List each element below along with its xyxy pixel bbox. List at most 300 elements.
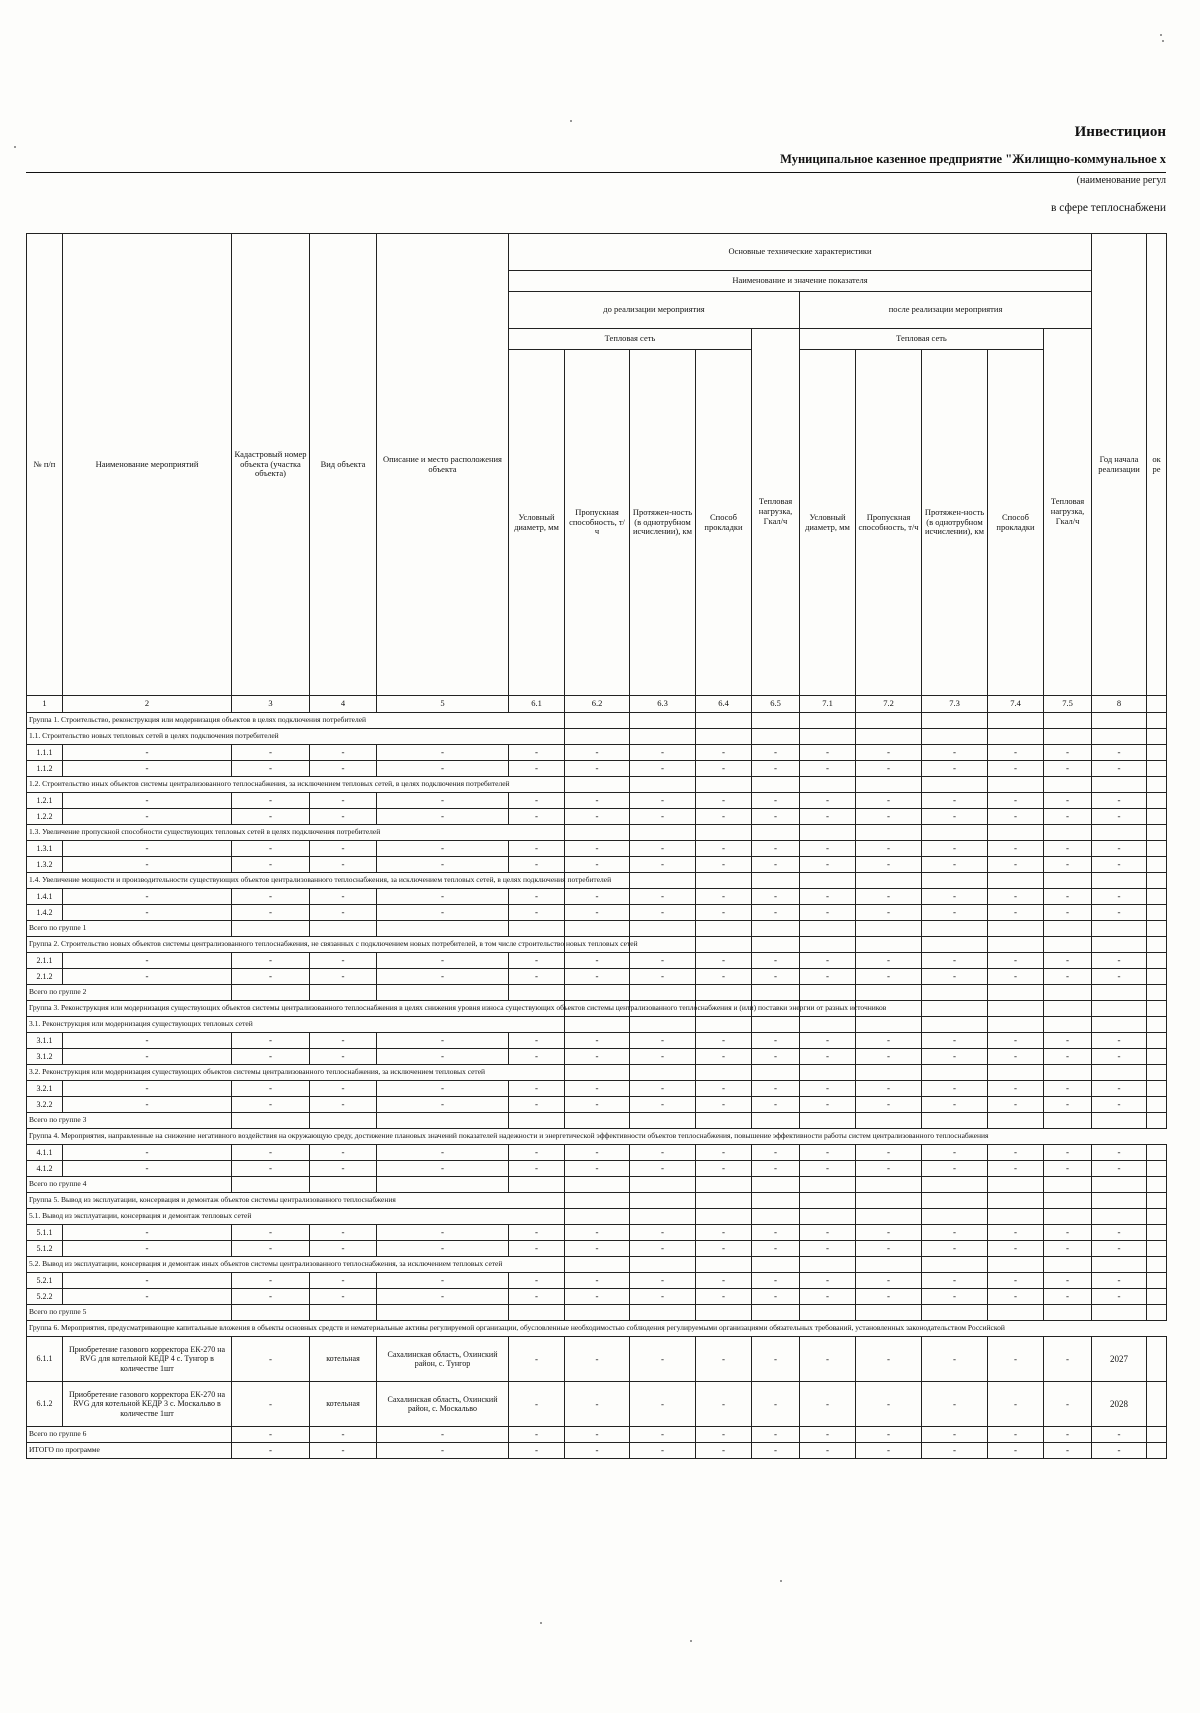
- table-cell: -: [800, 1033, 856, 1049]
- table-cell: -: [1044, 1289, 1092, 1305]
- organization-name: Муниципальное казенное предприятие "Жилищно-коммунальное х: [780, 152, 1166, 166]
- table-row: [27, 857, 1167, 873]
- col-header-heat-net-before: Тепловая сеть: [509, 329, 752, 350]
- table-cell: -: [63, 1225, 232, 1241]
- table-cell: -: [696, 1337, 752, 1382]
- table-cell: -: [922, 761, 988, 777]
- table-cell: -: [1044, 1225, 1092, 1241]
- table-cell: -: [1092, 1097, 1147, 1113]
- table-cell: -: [752, 793, 800, 809]
- table-cell: -: [630, 1225, 696, 1241]
- subgroup-row: [27, 873, 1167, 889]
- table-cell: -: [565, 857, 630, 873]
- table-cell: -: [800, 1273, 856, 1289]
- column-number: 7.1: [800, 696, 856, 713]
- table-cell: -: [856, 969, 922, 985]
- table-cell: -: [565, 793, 630, 809]
- table-cell: -: [509, 889, 565, 905]
- col-header-laying-after: Способ прокладки: [988, 350, 1044, 696]
- start-year: 2027: [1092, 1337, 1147, 1382]
- table-cell: -: [1092, 1161, 1147, 1177]
- table-cell: -: [988, 1081, 1044, 1097]
- column-number: 7.5: [1044, 696, 1092, 713]
- table-cell: -: [752, 905, 800, 921]
- table-cell: -: [509, 761, 565, 777]
- table-cell: -: [377, 905, 509, 921]
- table-cell: -: [1092, 793, 1147, 809]
- table-cell: -: [988, 761, 1044, 777]
- table-cell: -: [922, 1161, 988, 1177]
- organization-rule: [26, 172, 1166, 173]
- table-cell: -: [565, 1097, 630, 1113]
- col-header-name: Наименование мероприятий: [63, 234, 232, 696]
- table-row: [27, 809, 1167, 825]
- table-cell: -: [752, 1382, 800, 1427]
- table-cell: -: [988, 1145, 1044, 1161]
- table-cell: -: [1092, 953, 1147, 969]
- table-cell: -: [565, 953, 630, 969]
- table-cell: -: [856, 1427, 922, 1443]
- table-cell: -: [1092, 1145, 1147, 1161]
- table-row: [27, 889, 1167, 905]
- table-cell: -: [630, 1033, 696, 1049]
- table-cell: -: [988, 1097, 1044, 1113]
- table-cell: -: [232, 1145, 310, 1161]
- column-number: 6.4: [696, 696, 752, 713]
- table-cell: -: [856, 857, 922, 873]
- table-cell: -: [1092, 905, 1147, 921]
- table-cell: -: [856, 953, 922, 969]
- table-cell: -: [509, 857, 565, 873]
- table-cell: -: [630, 1097, 696, 1113]
- table-cell: -: [509, 1225, 565, 1241]
- table-cell: -: [752, 745, 800, 761]
- table-cell: -: [696, 889, 752, 905]
- table-cell: -: [630, 1337, 696, 1382]
- table-cell: -: [630, 745, 696, 761]
- subgroup-row: [27, 777, 1167, 793]
- table-cell: -: [509, 1443, 565, 1459]
- table-cell: -: [856, 1337, 922, 1382]
- table-cell: -: [696, 905, 752, 921]
- table-cell: -: [696, 1427, 752, 1443]
- table-cell: -: [1092, 761, 1147, 777]
- table-cell: -: [232, 1081, 310, 1097]
- table-cell: -: [232, 745, 310, 761]
- row-code: 4.1.2: [27, 1161, 63, 1177]
- table-cell: -: [922, 953, 988, 969]
- table-cell: -: [856, 1081, 922, 1097]
- total-row: [27, 1113, 1167, 1129]
- table-cell: -: [800, 1443, 856, 1459]
- group-row: [27, 1193, 1167, 1209]
- start-year: 2028: [1092, 1382, 1147, 1427]
- table-cell: -: [1092, 1241, 1147, 1257]
- row-code: 3.1.1: [27, 1033, 63, 1049]
- row-code: 3.1.2: [27, 1049, 63, 1065]
- table-cell: -: [565, 1273, 630, 1289]
- table-row: [27, 1225, 1167, 1241]
- scan-speck: [540, 1622, 542, 1624]
- table-cell: -: [800, 809, 856, 825]
- table-row: [27, 1081, 1167, 1097]
- table-cell: -: [310, 1049, 377, 1065]
- table-cell: -: [922, 745, 988, 761]
- table-cell: -: [1044, 1443, 1092, 1459]
- table-cell: -: [63, 1241, 232, 1257]
- col-header-tech: Основные технические характеристики: [509, 234, 1092, 271]
- column-number: 3: [232, 696, 310, 713]
- table-cell: -: [752, 1289, 800, 1305]
- table-cell: -: [377, 1097, 509, 1113]
- table-cell: -: [63, 1097, 232, 1113]
- table-cell: -: [232, 1337, 310, 1382]
- table-cell: -: [1092, 1273, 1147, 1289]
- table-cell: -: [565, 745, 630, 761]
- table-cell: -: [752, 1241, 800, 1257]
- table-cell: -: [752, 1097, 800, 1113]
- table-cell: -: [377, 953, 509, 969]
- table-cell: -: [63, 1161, 232, 1177]
- total-label: Всего по группе 6: [27, 1427, 232, 1443]
- col-header-diameter-before: Условный диаметр, мм: [509, 350, 565, 696]
- table-cell: -: [232, 761, 310, 777]
- table-cell: -: [509, 1145, 565, 1161]
- investment-program-table: [26, 233, 1167, 1459]
- table-cell: -: [509, 1427, 565, 1443]
- table-cell: -: [232, 1289, 310, 1305]
- table-cell: -: [377, 1443, 509, 1459]
- table-cell: -: [630, 1427, 696, 1443]
- table-cell: -: [232, 1382, 310, 1427]
- table-cell: -: [988, 889, 1044, 905]
- row-code: 5.1.2: [27, 1241, 63, 1257]
- table-cell: -: [310, 809, 377, 825]
- table-cell: -: [1044, 1097, 1092, 1113]
- row-code: 1.2.1: [27, 793, 63, 809]
- table-cell: -: [800, 1161, 856, 1177]
- table-cell: -: [1044, 1161, 1092, 1177]
- table-cell: -: [922, 969, 988, 985]
- scan-speck: [780, 1580, 782, 1582]
- col-header-before: до реализации мероприятия: [509, 292, 800, 329]
- group-row: [27, 713, 1167, 729]
- table-cell: -: [1044, 1145, 1092, 1161]
- table-cell: -: [1044, 1427, 1092, 1443]
- total-label: Всего по группе 1: [27, 921, 232, 937]
- table-cell: -: [1092, 1081, 1147, 1097]
- table-row: [27, 1049, 1167, 1065]
- table-row: [27, 1033, 1167, 1049]
- table-cell: -: [232, 953, 310, 969]
- table-cell: -: [752, 969, 800, 985]
- table-cell: -: [565, 1337, 630, 1382]
- table-cell: -: [800, 1382, 856, 1427]
- table-cell: -: [856, 1049, 922, 1065]
- subgroup-title: 3.1. Реконструкция или модернизация существующих тепловых сетей: [27, 1017, 509, 1033]
- table-row: [27, 793, 1167, 809]
- table-cell: -: [1092, 1289, 1147, 1305]
- table-cell: -: [630, 953, 696, 969]
- table-cell: -: [377, 793, 509, 809]
- table-cell: -: [696, 857, 752, 873]
- row-code: 1.4.1: [27, 889, 63, 905]
- table-cell: -: [988, 1337, 1044, 1382]
- scan-speck: [14, 146, 16, 148]
- table-cell: -: [800, 953, 856, 969]
- group-row: [27, 1129, 1167, 1145]
- table-cell: -: [63, 969, 232, 985]
- object-location: Сахалинская область, Охинский район, с. Тунгор: [377, 1337, 509, 1382]
- group-row: [27, 1321, 1167, 1337]
- total-label: Всего по группе 2: [27, 985, 232, 1001]
- document-title: Инвестицион: [1074, 124, 1166, 140]
- table-row: [27, 1097, 1167, 1113]
- row-code: 2.1.1: [27, 953, 63, 969]
- table-cell: -: [232, 809, 310, 825]
- row-code: 3.2.2: [27, 1097, 63, 1113]
- table-cell: -: [752, 1273, 800, 1289]
- table-cell: -: [988, 857, 1044, 873]
- table-cell: -: [696, 1033, 752, 1049]
- subgroup-title: 1.3. Увеличение пропускной способности существующих тепловых сетей в целях подключения потребителей: [27, 825, 509, 841]
- table-cell: -: [63, 1145, 232, 1161]
- table-cell: -: [1044, 857, 1092, 873]
- table-cell: -: [377, 1161, 509, 1177]
- table-cell: -: [800, 1427, 856, 1443]
- table-cell: -: [232, 1049, 310, 1065]
- subgroup-row: [27, 1209, 1167, 1225]
- table-cell: -: [922, 1081, 988, 1097]
- table-cell: -: [509, 1289, 565, 1305]
- table-cell: -: [377, 1049, 509, 1065]
- group-title: Группа 4. Мероприятия, направленные на снижение негативного воздействия на окружающую среду, достижение плановых значений показателей надежности и энергетической эффективности объектов теплоснабжения, повышение эффективности работы систем централизованного теплоснабжения: [27, 1129, 1167, 1145]
- table-row: [27, 1337, 1167, 1382]
- table-cell: -: [1092, 1225, 1147, 1241]
- table-cell: -: [565, 1289, 630, 1305]
- table-cell: -: [565, 1225, 630, 1241]
- organization-caption: (наименование регул: [1076, 175, 1166, 186]
- table-cell: -: [922, 1097, 988, 1113]
- table-cell: -: [856, 1241, 922, 1257]
- table-cell: -: [565, 1145, 630, 1161]
- table-cell: -: [310, 1443, 377, 1459]
- table-cell: -: [800, 1289, 856, 1305]
- table-cell: -: [1092, 1049, 1147, 1065]
- total-label: Всего по группе 3: [27, 1113, 232, 1129]
- table-row: [27, 953, 1167, 969]
- col-header-diameter-after: Условный диаметр, мм: [800, 350, 856, 696]
- table-cell: -: [63, 953, 232, 969]
- table-cell: -: [310, 1033, 377, 1049]
- col-header-heat-net-after: Тепловая сеть: [800, 329, 1044, 350]
- table-cell: -: [630, 969, 696, 985]
- column-number: 6.1: [509, 696, 565, 713]
- table-row: [27, 745, 1167, 761]
- table-cell: -: [696, 1161, 752, 1177]
- table-cell: -: [310, 745, 377, 761]
- table-cell: -: [1044, 889, 1092, 905]
- table-cell: -: [1092, 857, 1147, 873]
- table-cell: -: [232, 905, 310, 921]
- table-cell: -: [1044, 841, 1092, 857]
- table-cell: -: [922, 857, 988, 873]
- table-cell: -: [988, 969, 1044, 985]
- table-cell: -: [922, 1427, 988, 1443]
- table-cell: -: [310, 1273, 377, 1289]
- table-cell: -: [509, 809, 565, 825]
- column-number: 1: [27, 696, 63, 713]
- table-cell: -: [377, 841, 509, 857]
- table-cell: -: [696, 745, 752, 761]
- table-cell: -: [696, 1049, 752, 1065]
- table-cell: -: [1044, 745, 1092, 761]
- table-cell: -: [63, 889, 232, 905]
- table-cell: -: [310, 889, 377, 905]
- column-number: 4: [310, 696, 377, 713]
- table-cell: -: [800, 889, 856, 905]
- table-cell: -: [922, 1273, 988, 1289]
- table-cell: -: [922, 1049, 988, 1065]
- table-cell: -: [696, 1241, 752, 1257]
- col-header-cadastral: Кадастровый номер объекта (участка объекта): [232, 234, 310, 696]
- table-row: [27, 905, 1167, 921]
- subgroup-row: [27, 729, 1167, 745]
- col-header-num: № п/п: [27, 234, 63, 696]
- table-cell: -: [310, 1081, 377, 1097]
- table-cell: -: [565, 809, 630, 825]
- table-cell: -: [377, 1273, 509, 1289]
- table-cell: -: [310, 1225, 377, 1241]
- table-cell: -: [856, 889, 922, 905]
- table-cell: -: [1044, 1273, 1092, 1289]
- table-cell: -: [232, 1427, 310, 1443]
- row-code: 6.1.2: [27, 1382, 63, 1427]
- table-cell: -: [509, 1337, 565, 1382]
- table-cell: -: [310, 1097, 377, 1113]
- table-cell: -: [310, 1161, 377, 1177]
- table-cell: -: [856, 905, 922, 921]
- table-cell: -: [856, 841, 922, 857]
- table-cell: -: [856, 1382, 922, 1427]
- group-title: Группа 1. Строительство, реконструкция или модернизация объектов в целях подключения потребителей: [27, 713, 509, 729]
- table-cell: -: [377, 889, 509, 905]
- table-cell: -: [630, 809, 696, 825]
- column-number: 7.2: [856, 696, 922, 713]
- table-cell: -: [800, 969, 856, 985]
- table-cell: -: [1044, 953, 1092, 969]
- table-cell: -: [565, 1033, 630, 1049]
- table-cell: -: [377, 1289, 509, 1305]
- table-cell: -: [800, 1081, 856, 1097]
- table-cell: -: [1092, 1427, 1147, 1443]
- table-cell: -: [509, 1161, 565, 1177]
- row-code: 1.1.1: [27, 745, 63, 761]
- subgroup-title: 5.2. Вывод из эксплуатации, консервация и демонтаж иных объектов системы централизованного теплоснабжения, за исключением тепловых сетей: [27, 1257, 509, 1273]
- subgroup-title: 1.2. Строительство иных объектов системы централизованного теплоснабжения, за исключением тепловых сетей, в целях подключения потребителей: [27, 777, 509, 793]
- column-number: [1147, 696, 1167, 713]
- col-header-length-after: Протяжен-ность (в однотрубном исчислении), км: [922, 350, 988, 696]
- total-row: [27, 985, 1167, 1001]
- table-cell: -: [856, 1225, 922, 1241]
- total-row: [27, 1305, 1167, 1321]
- table-cell: -: [310, 953, 377, 969]
- table-cell: -: [800, 1337, 856, 1382]
- row-code: 6.1.1: [27, 1337, 63, 1382]
- table-cell: -: [856, 1097, 922, 1113]
- table-cell: -: [988, 905, 1044, 921]
- table-cell: -: [988, 1049, 1044, 1065]
- col-header-capacity-after: Пропускная способность, т/ч: [856, 350, 922, 696]
- table-cell: -: [377, 857, 509, 873]
- table-cell: -: [310, 1427, 377, 1443]
- table-cell: -: [752, 809, 800, 825]
- table-cell: -: [565, 905, 630, 921]
- table-cell: -: [63, 745, 232, 761]
- table-cell: -: [377, 1427, 509, 1443]
- table-cell: -: [630, 761, 696, 777]
- table-cell: -: [630, 1443, 696, 1459]
- table-cell: -: [232, 1443, 310, 1459]
- table-cell: -: [630, 1049, 696, 1065]
- table-cell: -: [696, 1145, 752, 1161]
- table-cell: -: [922, 809, 988, 825]
- table-cell: -: [696, 841, 752, 857]
- measure-name: Приобретение газового корректора ЕК-270 на RVG для котельной КЕДР 3 с. Москальво в количестве 1шт: [63, 1382, 232, 1427]
- table-cell: -: [752, 1443, 800, 1459]
- table-cell: -: [565, 1443, 630, 1459]
- table-cell: -: [63, 761, 232, 777]
- table-cell: -: [565, 841, 630, 857]
- table-cell: -: [310, 841, 377, 857]
- table-cell: -: [800, 857, 856, 873]
- table-cell: -: [63, 905, 232, 921]
- table-cell: -: [377, 1081, 509, 1097]
- table-cell: -: [377, 969, 509, 985]
- table-cell: -: [1044, 1049, 1092, 1065]
- table-cell: -: [752, 889, 800, 905]
- table-cell: -: [565, 1049, 630, 1065]
- table-cell: -: [856, 809, 922, 825]
- sphere-caption: в сфере теплоснабжени: [1050, 202, 1166, 214]
- table-cell: -: [1044, 793, 1092, 809]
- column-number: 8: [1092, 696, 1147, 713]
- table-cell: -: [509, 953, 565, 969]
- table-cell: -: [509, 1382, 565, 1427]
- total-row: [27, 921, 1167, 937]
- table-cell: -: [800, 1145, 856, 1161]
- table-cell: -: [752, 953, 800, 969]
- col-header-description: Описание и место расположения объекта: [377, 234, 509, 696]
- table-cell: -: [1092, 1033, 1147, 1049]
- column-number: 7.3: [922, 696, 988, 713]
- table-cell: -: [922, 889, 988, 905]
- table-cell: -: [630, 1289, 696, 1305]
- table-cell: -: [509, 841, 565, 857]
- table-cell: -: [922, 1145, 988, 1161]
- table-cell: -: [856, 793, 922, 809]
- table-cell: -: [509, 793, 565, 809]
- table-cell: -: [565, 1241, 630, 1257]
- table-cell: -: [310, 905, 377, 921]
- group-row: [27, 1001, 1167, 1017]
- column-number: 6.2: [565, 696, 630, 713]
- table-cell: -: [377, 1241, 509, 1257]
- table-cell: -: [565, 889, 630, 905]
- table-cell: -: [1044, 809, 1092, 825]
- table-cell: -: [856, 1145, 922, 1161]
- table-cell: -: [1044, 1382, 1092, 1427]
